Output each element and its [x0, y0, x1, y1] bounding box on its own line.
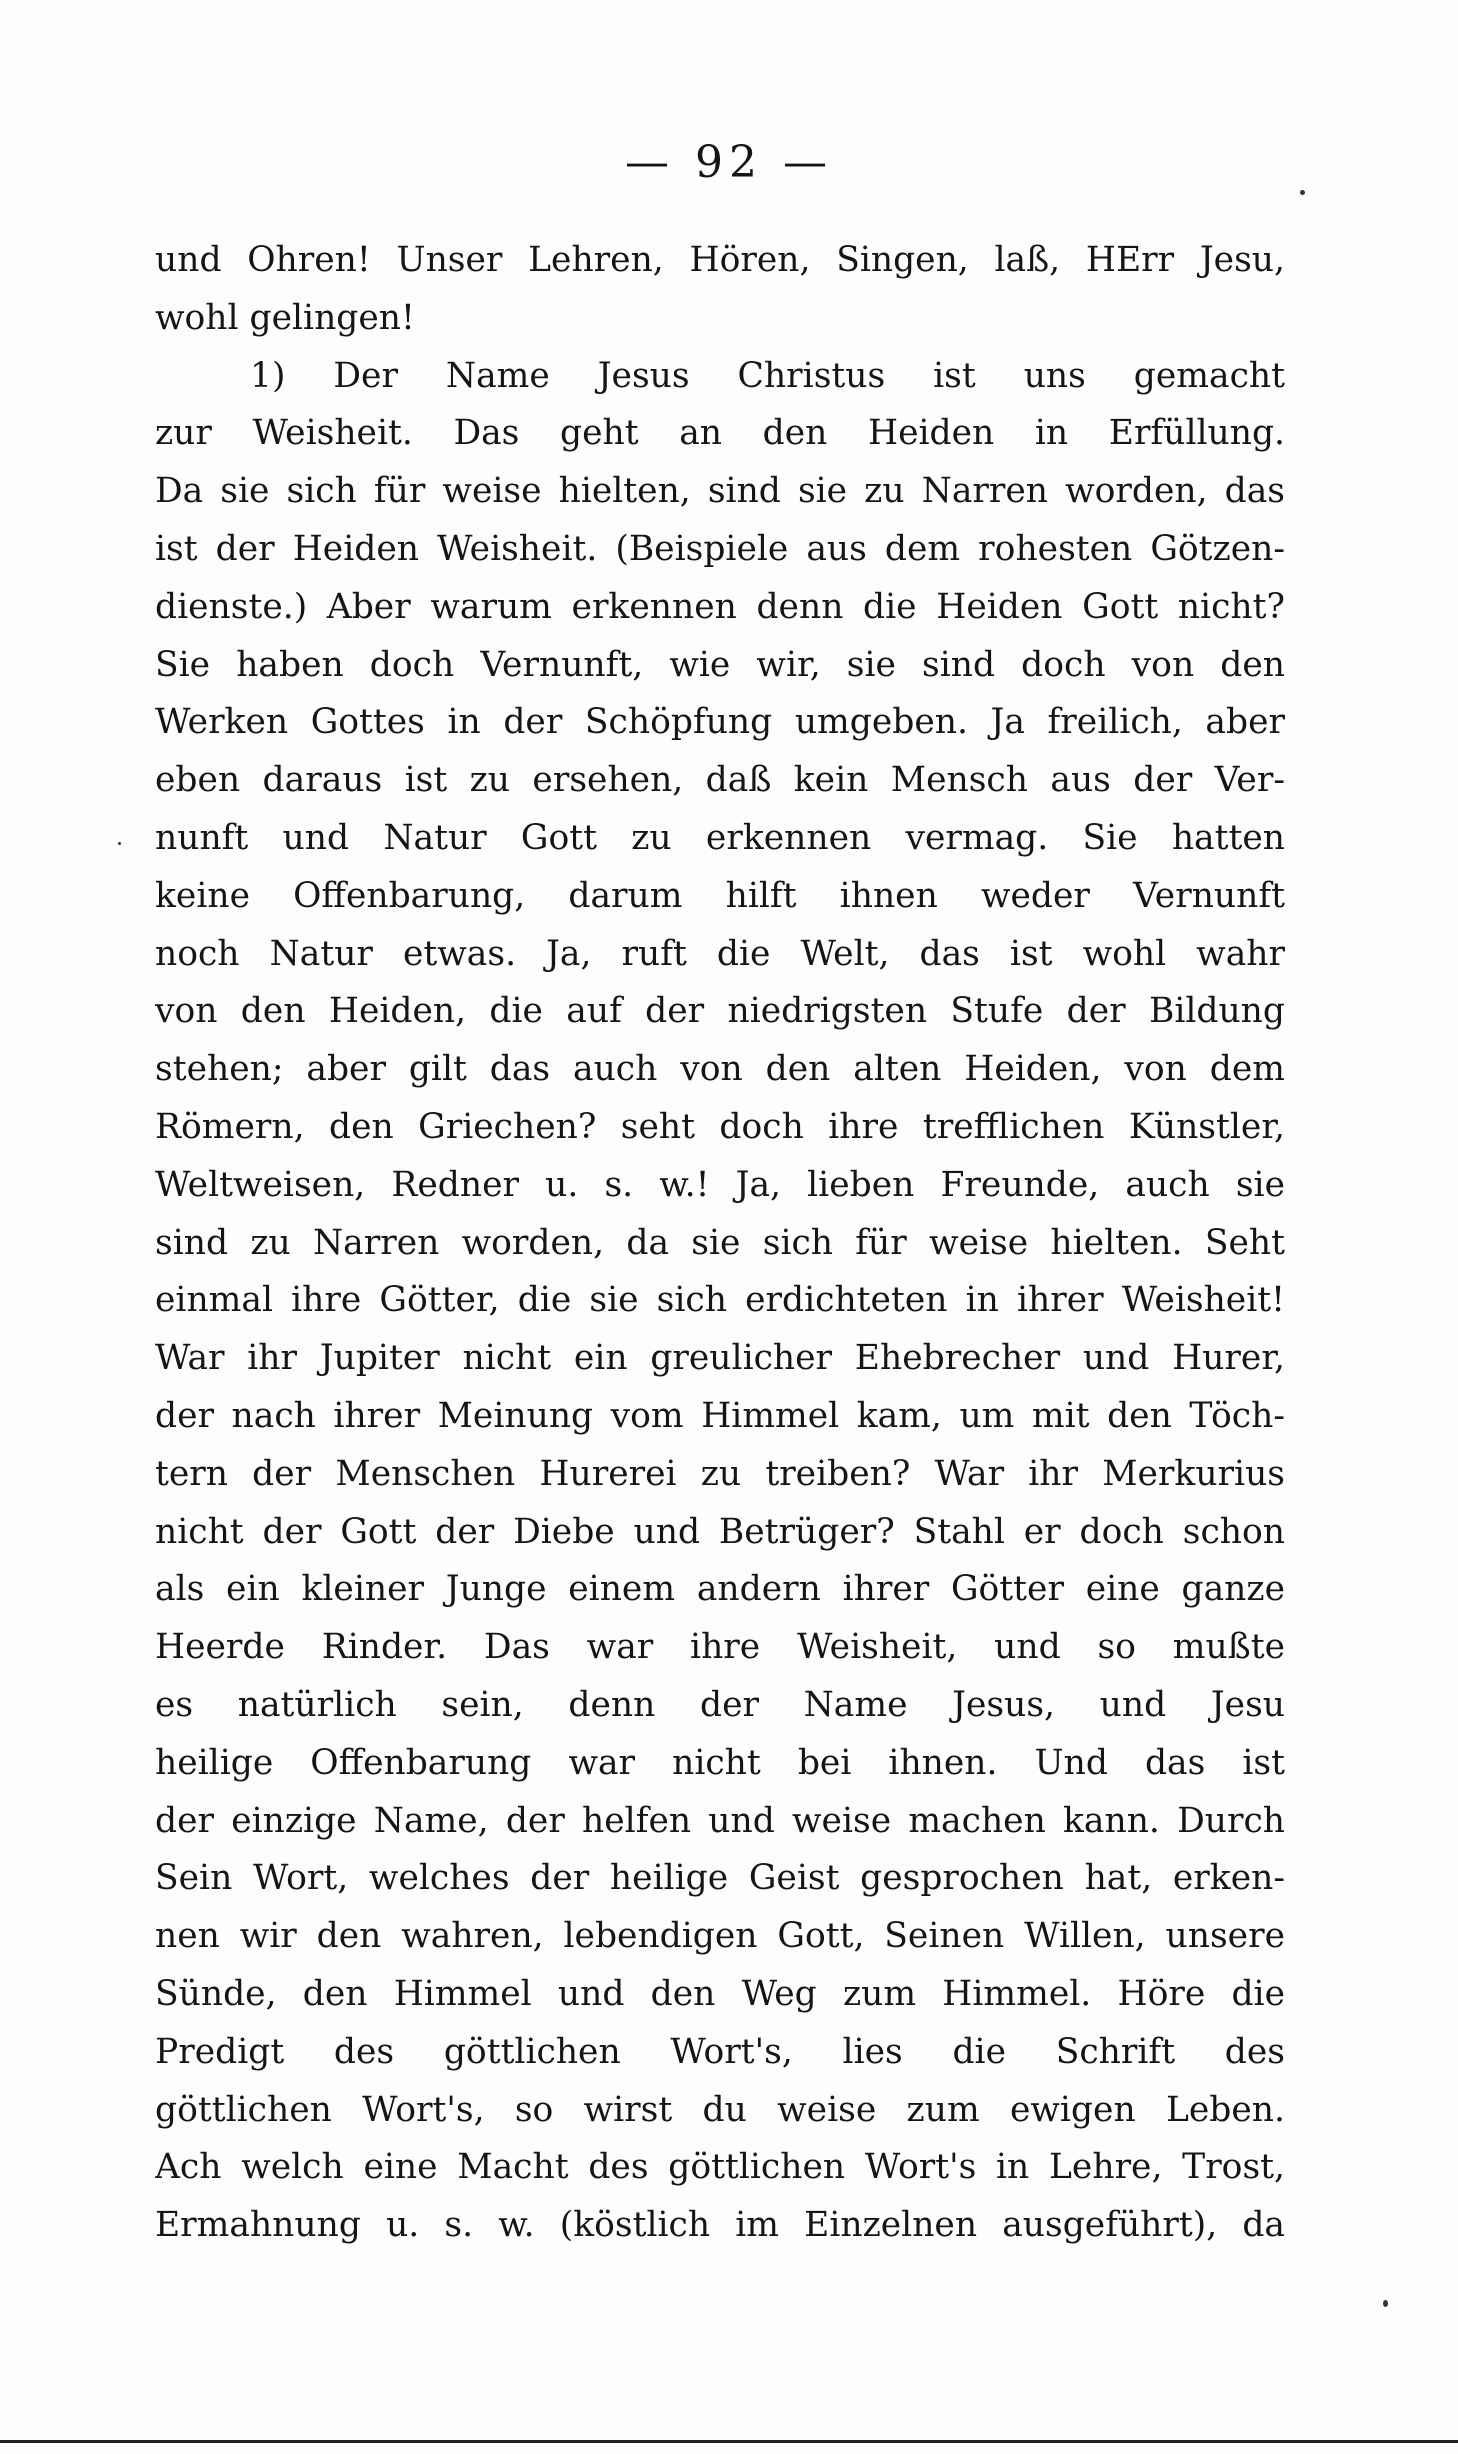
text-line: zur Weisheit. Das geht an den Heiden in Erfüllung. [155, 413, 1285, 454]
text-line: Sein Wort, welches der heilige Geist gesprochen hat, erken- [155, 1858, 1285, 1899]
text-line: göttlichen Wort's, so wirst du weise zum ewigen Leben. [155, 2089, 1285, 2130]
text-line: Da sie sich für weise hielten, sind sie zu Narren worden, das [155, 471, 1285, 512]
body-text [155, 232, 1285, 2255]
text-line: Römern, den Griechen? seht doch ihre trefflichen Künstler, [155, 1106, 1285, 1147]
text-line: von den Heiden, die auf der niedrigsten Stufe der Bildung [155, 991, 1285, 1032]
text-line: Heerde Rinder. Das war ihre Weisheit, und so mußte [155, 1627, 1285, 1668]
text-line: und Ohren! Unser Lehren, Hören, Singen, laß, HErr Jesu, [155, 240, 1285, 280]
paper-speck [118, 842, 121, 845]
text-line: Sie haben doch Vernunft, wie wir, sie sind doch von den [155, 644, 1285, 685]
text-line: ist der Heiden Weisheit. (Beispiele aus dem rohesten Götzen- [155, 528, 1285, 569]
text-line: nunft und Natur Gott zu erkennen vermag. Sie hatten [155, 817, 1285, 858]
text-line: keine Offenbarung, darum hilft ihnen weder Vernunft [155, 875, 1285, 916]
text-line: der nach ihrer Meinung vom Himmel kam, um mit den Töch- [155, 1395, 1285, 1436]
paper-speck [1383, 2300, 1388, 2307]
text-line: sind zu Narren worden, da sie sich für weise hielten. Seht [155, 1222, 1285, 1263]
text-line: es natürlich sein, denn der Name Jesus, und Jesu [155, 1684, 1285, 1725]
text-line: nen wir den wahren, lebendigen Gott, Seinen Willen, unsere [155, 1916, 1285, 1957]
text-line: 1) Der Name Jesus Christus ist uns gemacht [250, 355, 1285, 396]
page-number: — 92 — [625, 137, 833, 188]
text-line: der einzige Name, der helfen und weise machen kann. Durch [155, 1800, 1285, 1841]
text-line: dienste.) Aber warum erkennen denn die Heiden Gott nicht? [155, 586, 1285, 627]
text-line: eben daraus ist zu ersehen, daß kein Mensch aus der Ver- [155, 760, 1285, 801]
text-line: als ein kleiner Junge einem andern ihrer Götter eine ganze [155, 1569, 1285, 1610]
text-line: Sünde, den Himmel und den Weg zum Himmel. Höre die [155, 1973, 1285, 2014]
text-line: wohl gelingen! [155, 297, 415, 338]
paper-speck [1300, 190, 1305, 195]
text-line: einmal ihre Götter, die sie sich erdichteten in ihrer Weisheit! [155, 1280, 1285, 1321]
text-line: Ermahnung u. s. w. (köstlich im Einzelnen ausgeführt), da [155, 2205, 1285, 2246]
text-line: War ihr Jupiter nicht ein greulicher Ehebrecher und Hurer, [155, 1338, 1285, 1379]
text-line: Weltweisen, Redner u. s. w.! Ja, lieben Freunde, auch sie [155, 1164, 1285, 1205]
text-line: Ach welch eine Macht des göttlichen Wort's in Lehre, Trost, [155, 2147, 1285, 2188]
text-line: Predigt des göttlichen Wort's, lies die Schrift des [155, 2031, 1285, 2072]
page-bottom-edge [0, 2440, 1458, 2443]
text-line: noch Natur etwas. Ja, ruft die Welt, das ist wohl wahr [155, 933, 1285, 974]
text-line: Werken Gottes in der Schöpfung umgeben. Ja freilich, aber [155, 702, 1285, 743]
text-line: heilige Offenbarung war nicht bei ihnen. Und das ist [155, 1742, 1285, 1783]
text-line: stehen; aber gilt das auch von den alten Heiden, von dem [155, 1049, 1285, 1090]
text-line: tern der Menschen Hurerei zu treiben? War ihr Merkurius [155, 1453, 1285, 1494]
text-line: nicht der Gott der Diebe und Betrüger? Stahl er doch schon [155, 1511, 1285, 1552]
